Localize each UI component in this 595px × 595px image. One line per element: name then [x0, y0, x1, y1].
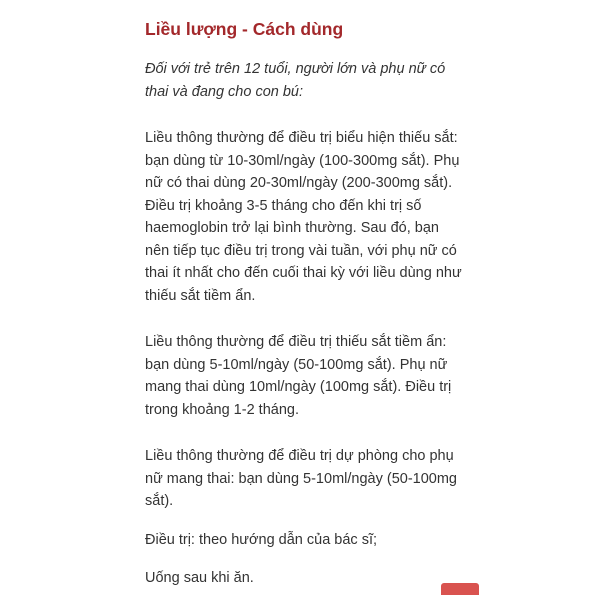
paragraph-doctor-guidance: Điều trị: theo hướng dẫn của bác sĩ; — [145, 531, 378, 548]
intro-text: Đối với trẻ trên 12 tuổi, người lớn và phụ nữ có thai và đang cho con bú: — [145, 61, 446, 100]
article-content — [145, 18, 465, 595]
paragraph-treatment-deficiency: Liều thông thường để điều trị biểu hiện thiếu sắt: bạn dùng từ 10-30ml/ngày (100-300mg sắt). Phụ nữ có thai dùng 20-30ml/ngày (200-300mg sắt). Điều trị khoảng 3-5 tháng cho đến khi trị số haemoglobin trở lại bình thường. Sau đó, bạn nên tiếp tục điều trị trong vài tuần, với phụ nữ có thai ít nhất cho đến cuối thai kỳ với liều dùng như thiếu sắt tiềm ẩn. — [145, 130, 462, 304]
section-heading: Liều lượng - Cách dùng — [145, 19, 344, 39]
scroll-top-button[interactable] — [441, 583, 479, 595]
paragraph-after-meal: Uống sau khi ăn. — [145, 570, 254, 586]
paragraph-prevention: Liều thông thường để điều trị dự phòng cho phụ nữ mang thai: bạn dùng 5-10ml/ngày (50-100mg sắt). — [145, 448, 457, 509]
paragraph-latent-deficiency: Liều thông thường để điều trị thiếu sắt tiềm ẩn: bạn dùng 5-10ml/ngày (50-100mg sắt). Phụ nữ mang thai dùng 10ml/ngày (100mg sắt). Điều trị trong khoảng 1-2 tháng. — [145, 334, 452, 418]
